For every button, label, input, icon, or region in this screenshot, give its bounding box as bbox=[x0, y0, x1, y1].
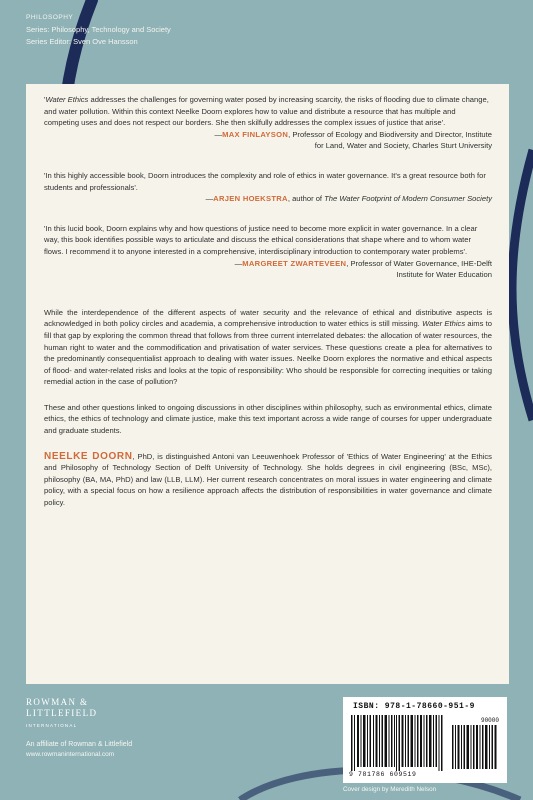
description-paragraph-1: While the interdependence of the different aspects of water security and the relevance of ethical and distributive aspects is acknowledged in both policy circles and academia, a comprehensive introduction to water ethics is still missing. Water Ethics aims to fill that gap by exploring the common thread that follows from three current interrelated debates: the allocation of water resources, the human right to water and the commodification and privatisation of water services. These questions create a plea for alternatives to the predominantly consequentialist approach to dealing with water issues. Neelke Doorn explores the normative and ethical aspects of flood- and water-related risks and looks at the topic of responsibility: Who should be responsible for correcting inequities or taking remedial action in the case of pollution? bbox=[44, 307, 493, 387]
quote-2-book-title: The Water Footprint of Modern Consumer Society bbox=[324, 194, 492, 204]
description-paragraph-2: These and other questions linked to ongoing discussions in other disciplines within philosophy, such as environmental ethics, climate ethics, the ethics of technology and climate justice, make this text important across a wide range of courses for upper undergraduate and graduate students. bbox=[44, 402, 492, 436]
quote-3-attribution: —MARGREET ZWARTEVEEN, Professor of Water Governance, IHE-Delft bbox=[234, 258, 492, 268]
endorsement-quote-1 bbox=[44, 94, 492, 152]
quote-1-text: 'Water Ethics addresses the challenges for governing water posed by increasing scarcity, the risks of flooding due to climate change, and water pollution. Within this context Neelke Doorn explores how to value and distribute a resource that has multiple and competing uses and does not respect our borders. She then skilfully addresses the complex issues of justice that arise'. bbox=[44, 95, 489, 128]
author-bio-text: , PhD, is distinguished Antoni van Leeuwenhoek Professor of 'Ethics of Water Engineering' at the Ethics and Philosophy of Technology Section of Delft University of Technology. She holds degrees in civil engineering (BSc, MSc), philosophy (BA, MA, PhD) and law (LLB, LLM). Her current research concentrates on moral issues in water engineering and climate policy, with a special focus on how a resilience approach affects the distribution of responsibilities in water governance and climate policy. bbox=[44, 451, 492, 508]
author-bio bbox=[44, 451, 492, 509]
description-book-title: Water Ethics bbox=[422, 319, 466, 329]
quote-2-attribution: —ARJEN HOEKSTRA, author of The Water Footprint of Modern Consumer Society bbox=[205, 194, 492, 204]
series-info bbox=[26, 12, 171, 48]
isbn-barcode bbox=[343, 697, 507, 783]
endorsement-quote-2 bbox=[44, 170, 492, 205]
quote-3-affiliation: Institute for Water Education bbox=[396, 270, 492, 280]
quote-1-attribution: —MAX FINLAYSON, Professor of Ecology and Biodiversity and Director, Institute bbox=[214, 129, 492, 139]
publisher-logo: ROWMAN & LITTLEFIELD INTERNATIONAL bbox=[26, 697, 98, 728]
publisher-block bbox=[26, 697, 132, 758]
series-editor: Series Editor: Sven Ove Hansson bbox=[26, 37, 138, 46]
endorsement-quote-3 bbox=[44, 223, 492, 281]
series-category: PHILOSOPHY bbox=[26, 14, 74, 21]
decorative-swirl-right bbox=[512, 150, 533, 420]
barcode-digits: 9 781786 609519 bbox=[349, 771, 417, 778]
quote-2-text: 'In this highly accessible book, Doorn introduces the complexity and role of ethics in water governance. It's a great resource both for students and professionals'. bbox=[44, 170, 486, 192]
quote-1-author: MAX FINLAYSON bbox=[222, 129, 289, 139]
quote-1-book-title: Water Ethics bbox=[45, 95, 89, 104]
back-cover-content bbox=[44, 94, 492, 523]
author-name: NEELKE DOORN bbox=[44, 450, 133, 462]
isbn-number: ISBN: 978-1-78660-951-9 bbox=[353, 702, 475, 711]
cover-design-credit: Cover design by Meredith Nelson bbox=[343, 786, 437, 793]
publisher-affiliate: An affiliate of Rowman & Littlefield bbox=[26, 741, 133, 748]
quote-3-text: 'In this lucid book, Doorn explains why and how questions of justice need to become more explicit in water governance. In a clear way, this book identifies possible ways to articulate and discuss the ethical considerations that shape where and to whom water flows. I recommend it to anyone interested in a comprehensive, interdisciplinary introduction to contemporary water problems'. bbox=[44, 223, 478, 256]
publisher-website: www.rowmaninternational.com bbox=[26, 751, 115, 758]
quote-3-author: MARGREET ZWARTEVEEN bbox=[242, 258, 347, 268]
barcode-price-code: 90000 bbox=[480, 717, 499, 724]
quote-1-affiliation: for Land, Water and Society, Charles Sturt University bbox=[314, 141, 492, 151]
series-title: Series: Philosophy, Technology and Society bbox=[26, 25, 171, 34]
quote-2-author: ARJEN HOEKSTRA bbox=[213, 194, 288, 204]
